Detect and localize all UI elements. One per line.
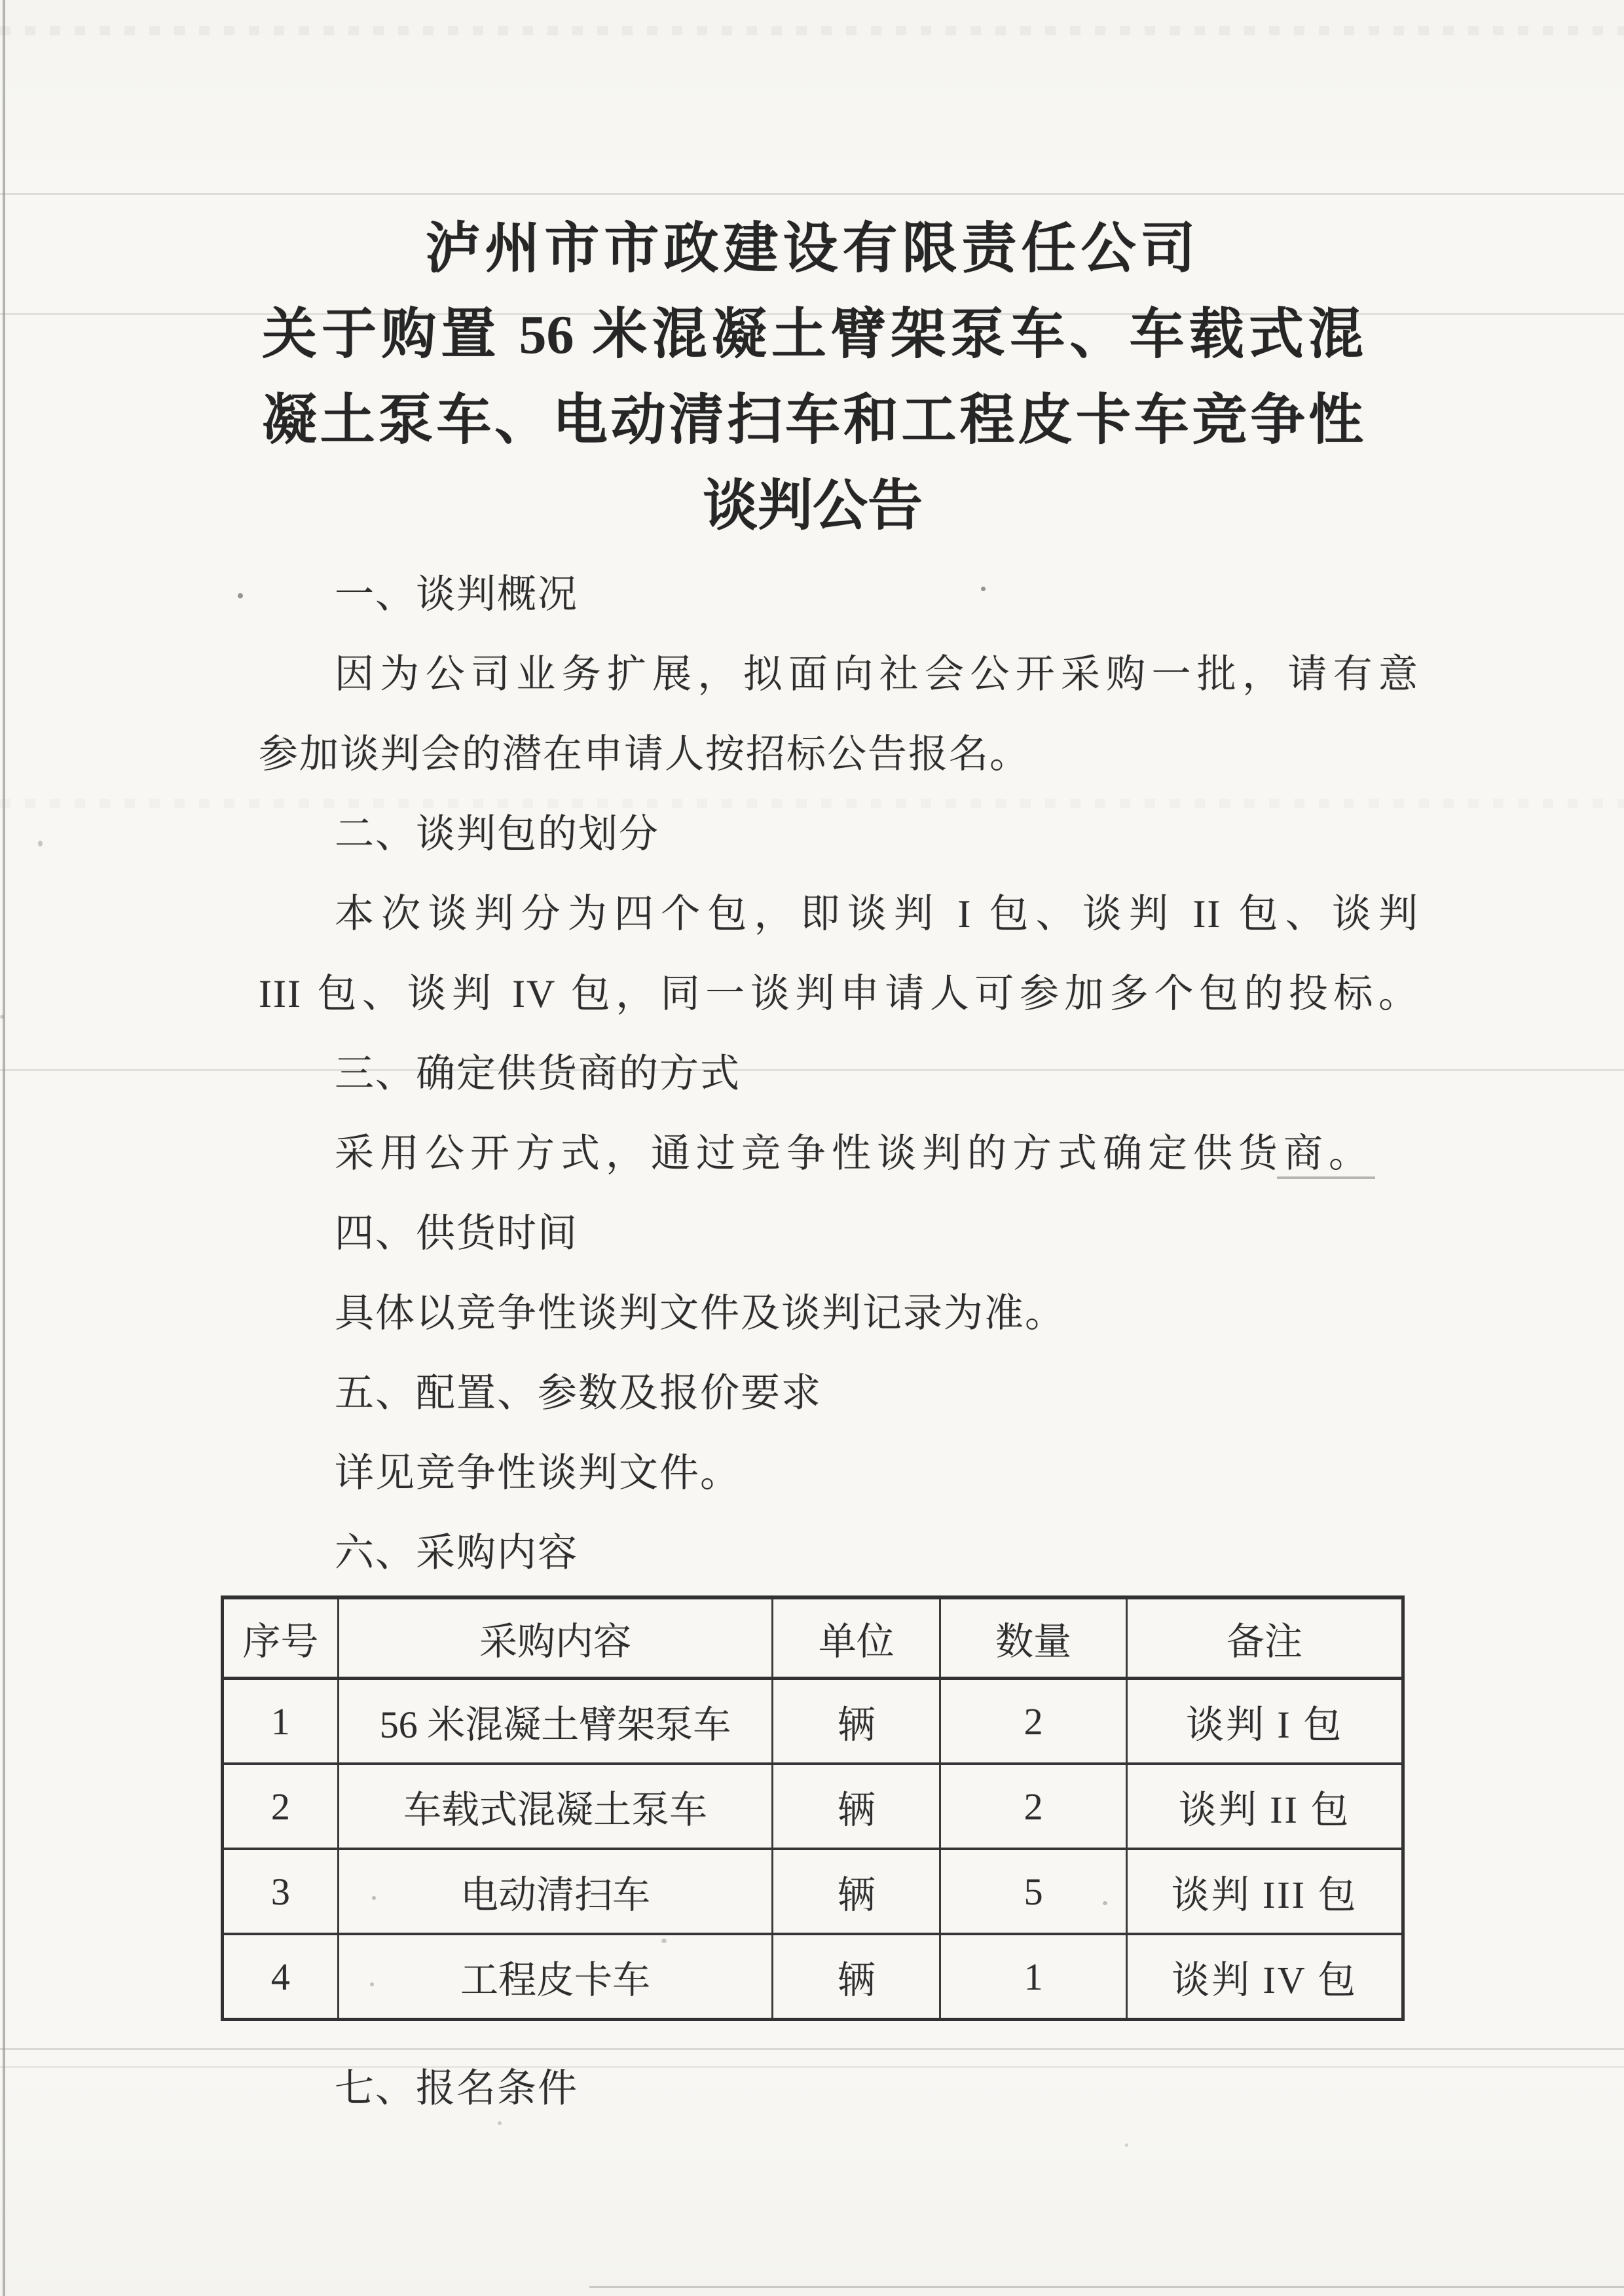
section-heading-1: 一、谈判概况: [335, 573, 578, 616]
table-row: [223, 1764, 1403, 1849]
section-heading-5: 五、配置、参数及报价要求: [335, 1372, 822, 1415]
cell-note: 谈判 I 包: [1127, 1679, 1403, 1764]
cell-note: 谈判 IV 包: [1127, 1934, 1403, 2020]
table-header-note: 备注: [1127, 1597, 1403, 1679]
document-title: [262, 206, 1363, 549]
cell-unit: 辆: [773, 1764, 940, 1849]
title-line-company: 泸州市市政建设有限责任公司: [425, 219, 1200, 280]
section-heading-4: 四、供货时间: [335, 1212, 578, 1255]
scan-speck: [38, 841, 43, 847]
table-header-qty: 数量: [940, 1597, 1127, 1679]
scan-speck: [0, 1015, 4, 1019]
section-heading-7: 七、报名条件: [335, 2067, 578, 2110]
cell-qty: 5: [940, 1849, 1127, 1934]
cell-content: 车载式混凝土泵车: [338, 1764, 773, 1849]
table-row: [223, 1679, 1403, 1764]
paragraph-line: 本次谈判分为四个包，即谈判 I 包、谈判 II 包、谈判: [335, 892, 1419, 936]
cell-no: 2: [223, 1764, 339, 1849]
cell-unit: 辆: [773, 1679, 940, 1764]
title-line-subject-3: 谈判公告: [702, 476, 923, 537]
cell-content: 电动清扫车: [338, 1849, 773, 1934]
section-heading-6: 六、采购内容: [335, 1531, 578, 1575]
paragraph-line: 因为公司业务扩展，拟面向社会公开采购一批，请有意: [335, 653, 1419, 696]
cell-qty: 2: [940, 1764, 1127, 1849]
cell-content: 56 米混凝土臂架泵车: [338, 1679, 773, 1764]
cell-note: 谈判 II 包: [1127, 1764, 1403, 1849]
procurement-table: [221, 1595, 1405, 2021]
scan-edge-shadow: [3, 0, 5, 2296]
cell-content: 工程皮卡车: [338, 1934, 773, 2020]
cell-no: 1: [223, 1679, 339, 1764]
table-row: [223, 1849, 1403, 1934]
cell-qty: 1: [940, 1934, 1127, 2020]
paragraph-line: 参加谈判会的潜在申请人按招标公告报名。: [259, 733, 1030, 776]
table-header-row: [223, 1597, 1403, 1679]
table-header-content: 采购内容: [338, 1597, 773, 1679]
cell-qty: 2: [940, 1679, 1127, 1764]
paragraph-line: III 包、谈判 IV 包，同一谈判申请人可参加多个包的投标。: [259, 972, 1419, 1015]
paragraph-line: 采用公开方式，通过竞争性谈判的方式确定供货商。: [335, 1132, 1374, 1175]
cell-no: 4: [223, 1934, 339, 2020]
paragraph-line: 详见竞争性谈判文件。: [335, 1451, 741, 1495]
title-line-subject-1: 关于购置 56 米混凝土臂架泵车、车载式混: [262, 304, 1363, 365]
table-row: [223, 1934, 1403, 2020]
title-line-subject-2: 凝土泵车、电动清扫车和工程皮卡车竞争性: [262, 390, 1363, 451]
table-header-unit: 单位: [773, 1597, 940, 1679]
paragraph-line: 具体以竞争性谈判文件及谈判记录为准。: [335, 1292, 1065, 1335]
cell-no: 3: [223, 1849, 339, 1934]
section-heading-2: 二、谈判包的划分: [335, 812, 659, 856]
cell-note: 谈判 III 包: [1127, 1849, 1403, 1934]
cell-unit: 辆: [773, 1849, 940, 1934]
cell-unit: 辆: [773, 1934, 940, 2020]
section-heading-3: 三、确定供货商的方式: [335, 1052, 741, 1095]
scan-speck: [238, 593, 243, 598]
table-header-no: 序号: [223, 1597, 339, 1679]
